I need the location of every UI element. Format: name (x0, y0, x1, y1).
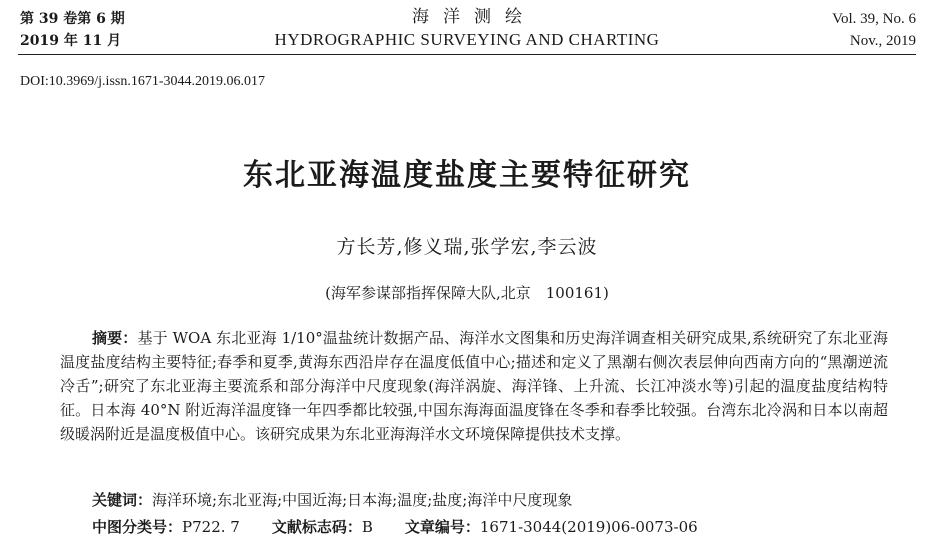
paper-title: 东北亚海温度盐度主要特征研究 (243, 158, 691, 193)
doi[interactable]: DOI:10.3969/j.issn.1671-3044.2019.06.017 (20, 74, 265, 89)
keywords-label: 关键词： (92, 491, 153, 509)
article-no-value: 1671-3044(2019)06-0073-06 (479, 518, 698, 536)
abstract-label: 摘要： (92, 329, 138, 347)
keywords (92, 489, 572, 510)
affiliation: (海军参谋部指挥保障大队,北京 100161) (325, 284, 609, 302)
journal-name-en: HYDROGRAPHIC SURVEYING AND CHARTING (274, 30, 660, 49)
doc-code-value: B (361, 518, 373, 536)
header-divider (18, 54, 916, 55)
doc-code-label: 文献标志码： (271, 518, 362, 536)
header-journal (0, 6, 934, 52)
header-volume-en (832, 8, 916, 52)
date-cn: 2019 年 11 月 (20, 33, 122, 49)
clc-value: P722. 7 (182, 518, 240, 536)
abstract (60, 326, 888, 446)
author-list: 方长芳,修义瑞,张学宏,李云波 (336, 236, 598, 258)
volume-en: Vol. 39, No. 6 (832, 11, 916, 27)
abstract-text: 基于 WOA 东北亚海 1/10°温盐统计数据产品、海洋水文图集和历史海洋调查相关研究成果,系统研究了东北亚海温度盐度结构主要特征;春季和夏季,黄海东西沿岸存在温度低值中心;描述和定义了黑潮右侧次表层伸向西南方向的“黑潮逆流冷舌”;研究了东北亚海主要流系和部分海洋中尺度现象(海洋涡旋、海洋锋、上升流、长江冲淡水等)引起的温度盐度结构特征。日本海 40°N 附近海洋温度锋一年四季都比较强,中国东海海面温度锋在冬季和春季比较强。台湾东北冷涡和日本以南超级暖涡附近是温度极值中心。该研究成果为东北亚海海洋水文环境保障提供技术支撑。 (60, 329, 888, 443)
article-no-label: 文章编号： (404, 518, 480, 536)
journal-name-cn: 海洋测绘 (412, 7, 536, 27)
clc-label: 中图分类号： (92, 518, 183, 536)
volume-cn: 第 39 卷第 6 期 (20, 11, 125, 27)
keywords-text: 海洋环境;东北亚海;中国近海;日本海;温度;盐度;海洋中尺度现象 (152, 491, 573, 509)
date-en: Nov., 2019 (849, 33, 916, 49)
classification-row (92, 516, 698, 537)
